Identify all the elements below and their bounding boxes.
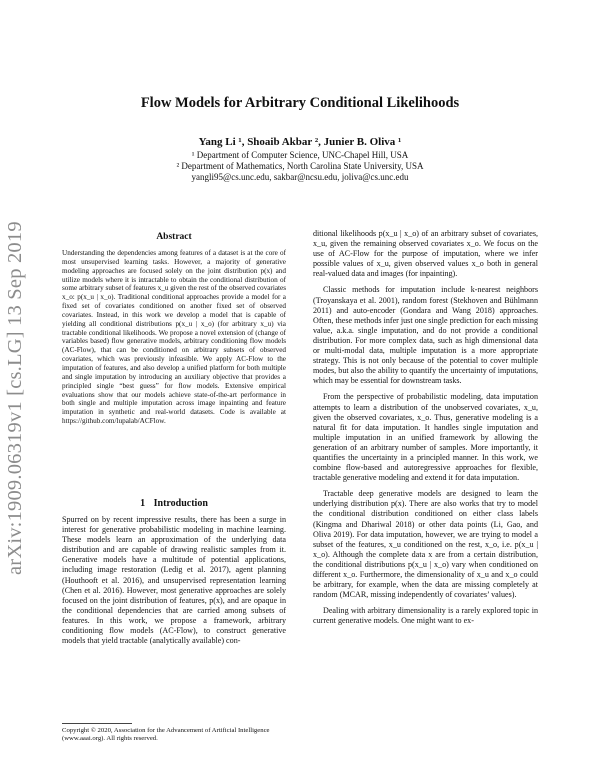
intro-paragraph-right-1: ditional likelihoods p(x_u | x_o) of an arbitrary subset of covariates, x_u, given the remaining observed covariates x_o. We focus on the use of AC-Flow for the purpose of imputation, where we infer possible values of x_u, given observed values x_o both in general real-valued data and images (for inpainting). xyxy=(313,229,538,279)
right-column xyxy=(313,229,538,632)
intro-paragraph-right-2: Classic methods for imputation include k-nearest neighbors (Troyanskaya et al. 2001), random forest (Stekhoven and Bühlmann 2011) and auto-encoder (Gondara and Wang 2018) approaches. Often, these methods infer just one single prediction for each missing value, a.k.a. single imputation, and do not provide a conditional distribution. For more complex data, such as high dimensional data or multi-modal data, multiple imputation is a more appropriate strategy. This is not only because of the potential to cover multiple modes, but also the ability to quantify the uncertainty of imputations, which may be essential for downstream tasks. xyxy=(313,285,538,386)
intro-paragraph-left: Spurred on by recent impressive results, there has been a surge in interest for generative probabilistic modeling in machine learning. These models learn an approximation of the underlying data distribution and are capable of drawing realistic samples from it. Generative models have a multitude of potential applications, including image restoration (Ledig et al. 2017), agent planning (Houthooft et al. 2016), and unsupervised representation learning (Chen et al. 2016). However, most generative approaches are solely focused on the joint distribution of features, p(x), and are opaque in the conditional dependencies that are carried among subsets of features. In this work, we propose a framework, arbitrary conditioning flow models (AC-Flow), to construct generative models that yield tractable (analytically available) con- xyxy=(62,515,286,646)
affiliation-1: ¹ Department of Computer Science, UNC-Chapel Hill, USA xyxy=(191,150,409,160)
intro-paragraph-right-3: From the perspective of probabilistic modeling, data imputation attempts to learn a distribution of the unobserved covariates, x_u, given the observed covariates, x_o. Thus, generative modeling is a natural fit for data imputation. It handles single imputation and multiple imputation in an unified framework by allowing the generation of an arbitrary number of samples. More importantly, it quantifies the uncertainty in a principled manner. In this work, we combine flow-based and autoregressive approaches for flexible, tractable generative modeling and extend it for data imputation. xyxy=(313,392,538,483)
arxiv-identifier: arXiv:1909.06319v1 [cs.LG] 13 Sep 2019 xyxy=(4,221,26,575)
section-heading-introduction: 1 Introduction xyxy=(140,498,208,509)
affiliation-2: ² Department of Mathematics, North Carolina State University, USA xyxy=(176,161,424,171)
abstract-heading: Abstract xyxy=(156,232,192,242)
paper-title: Flow Models for Arbitrary Conditional Likelihoods xyxy=(140,95,460,111)
copyright-notice: Copyright © 2020, Association for the Advancement of Artificial Intelligence (www.aaai.org). All rights reserved. xyxy=(62,727,270,743)
author-list: Yang Li ¹, Shoaib Akbar ², Junier B. Oliva ¹ xyxy=(198,136,402,148)
intro-paragraph-right-4: Tractable deep generative models are designed to learn the underlying distribution p(x). There are also works that try to model the conditional distribution conditioned on either class labels (Kingma and Dhariwal 2018) or other data points (Li, Gao, and Oliva 2019). For data imputation, however, we are trying to model a subset of the features, x_u conditioned on the rest, x_o, i.e. p(x_u | x_o). Although the complete data x are from a certain distribution, the conditional distributions p(x_u | x_o) vary when conditioned on different x_o. Furthermore, the dimensionality of x_u and x_o could be arbitrary, for example, when the data are missing completely at random (MCAR, missing independently of covariates’ values). xyxy=(313,489,538,600)
intro-paragraph-right-5: Dealing with arbitrary dimensionality is a rarely explored topic in current generative models. One might want to ex- xyxy=(313,606,538,626)
footnote-rule xyxy=(62,723,132,724)
author-emails: yangli95@cs.unc.edu, sakbar@ncsu.edu, joliva@cs.unc.edu xyxy=(191,172,409,182)
abstract-text: Understanding the dependencies among features of a dataset is at the core of most unsupervised learning tasks. However, a majority of generative modeling approaches are focused solely on the joint distribution p(x) and utilize models where it is intractable to obtain the conditional distribution of some arbitrary subset of features x_u given the rest of the observed covariates x_o: p(x_u | x_o). Traditional conditional approaches provide a model for a fixed set of covariates conditioned on another fixed set of observed covariates. Instead, in this work we develop a model that is capable of yielding all conditional distributions p(x_u | x_o) (for arbitrary x_u) via tractable conditional likelihoods. We propose a novel extension of (change of variables based) flow generative models, arbitrary conditioning flow models (AC-Flow), that can be conditioned on arbitrary subsets of observed covariates, which was previously infeasible. We apply AC-Flow to the imputation of features, and also develop a unified platform for both multiple and single imputation by introducing an auxiliary objective that provides a principled single “best guess” for flow models. Extensive empirical evaluations show that our models achieve state-of-the-art performance in both single and multiple imputation across image inpainting and feature imputation in synthetic and real-world datasets. Code is available at https://github.com/lupalab/ACFlow. xyxy=(62,249,286,426)
